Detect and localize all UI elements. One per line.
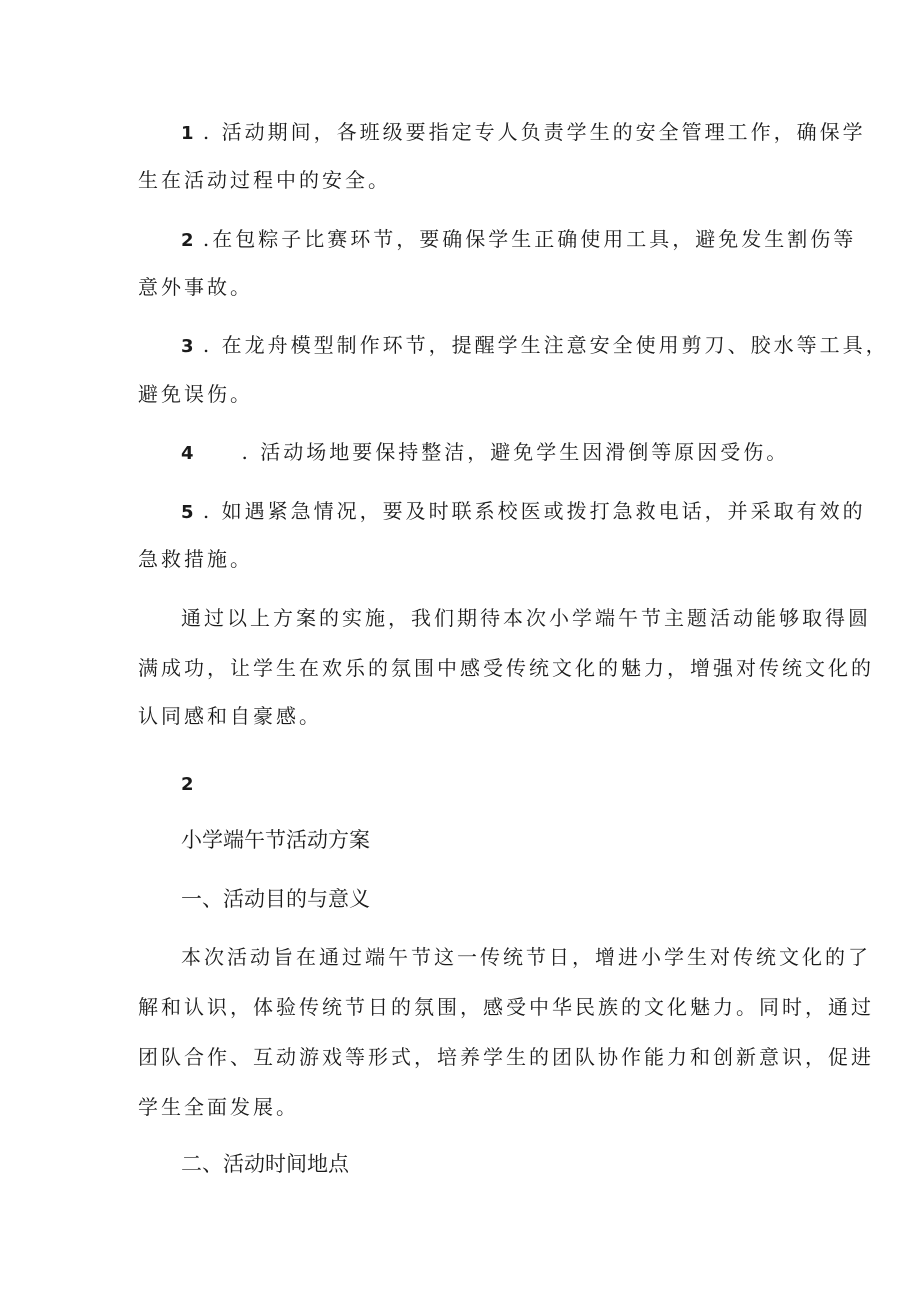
list-item-3-line-1 xyxy=(181,331,889,361)
list-item-1-number: 1 xyxy=(181,123,194,144)
list-item-5-number: 5 xyxy=(181,502,194,523)
list-item-2-line-1 xyxy=(181,225,856,255)
list-item-1-text: . 活动期间，各班级要指定专人负责学生的安全管理工作，确保学 xyxy=(193,120,866,144)
conclusion-line-2: 满成功，让学生在欢乐的氛围中感受传统文化的魅力，增强对传统文化的 xyxy=(138,656,874,680)
list-item-5-line-1 xyxy=(181,497,866,527)
list-item-2-line-2: 意外事故。 xyxy=(138,275,253,299)
list-item-3-text: . 在龙舟模型制作环节，提醒学生注意安全使用剪刀、胶水等工具， xyxy=(193,333,889,357)
list-item-3-number: 3 xyxy=(181,336,194,357)
document-title: 小学端午节活动方案 xyxy=(181,828,370,852)
list-item-1-line-2: 生在活动过程中的安全。 xyxy=(138,168,391,192)
section-2-heading: 二、活动时间地点 xyxy=(181,1152,349,1176)
list-item-1-line-1 xyxy=(181,118,866,148)
conclusion-line-1: 通过以上方案的实施，我们期待本次小学端午节主题活动能够取得圆 xyxy=(181,606,871,630)
conclusion-line-3: 认同感和自豪感。 xyxy=(138,704,322,728)
list-item-2-number: 2 xyxy=(181,230,194,251)
section-number: 2 xyxy=(181,774,194,795)
list-item-2-text: .在包粽子比赛环节，要确保学生正确使用工具，避免发生割伤等 xyxy=(193,227,857,251)
section-1-line-2: 解和认识，体验传统节日的氛围，感受中华民族的文化魅力。同时，通过 xyxy=(138,995,874,1019)
list-item-3-line-2: 避免误伤。 xyxy=(138,382,253,406)
section-1-line-4: 学生全面发展。 xyxy=(138,1095,299,1119)
list-item-4-line-1 xyxy=(181,438,789,468)
list-item-5-text: . 如遇紧急情况，要及时联系校医或拨打急救电话，并采取有效的 xyxy=(193,499,866,523)
section-1-line-3: 团队合作、互动游戏等形式，培养学生的团队协作能力和创新意识，促进 xyxy=(138,1045,874,1069)
list-item-4-number: 4 xyxy=(181,443,194,464)
section-1-line-1: 本次活动旨在通过端午节这一传统节日，增进小学生对传统文化的了 xyxy=(181,945,871,969)
section-1-heading: 一、活动目的与意义 xyxy=(181,887,370,911)
list-item-4-text: . 活动场地要保持整洁，避免学生因滑倒等原因受伤。 xyxy=(241,440,790,464)
list-item-5-line-2: 急救措施。 xyxy=(138,547,253,571)
